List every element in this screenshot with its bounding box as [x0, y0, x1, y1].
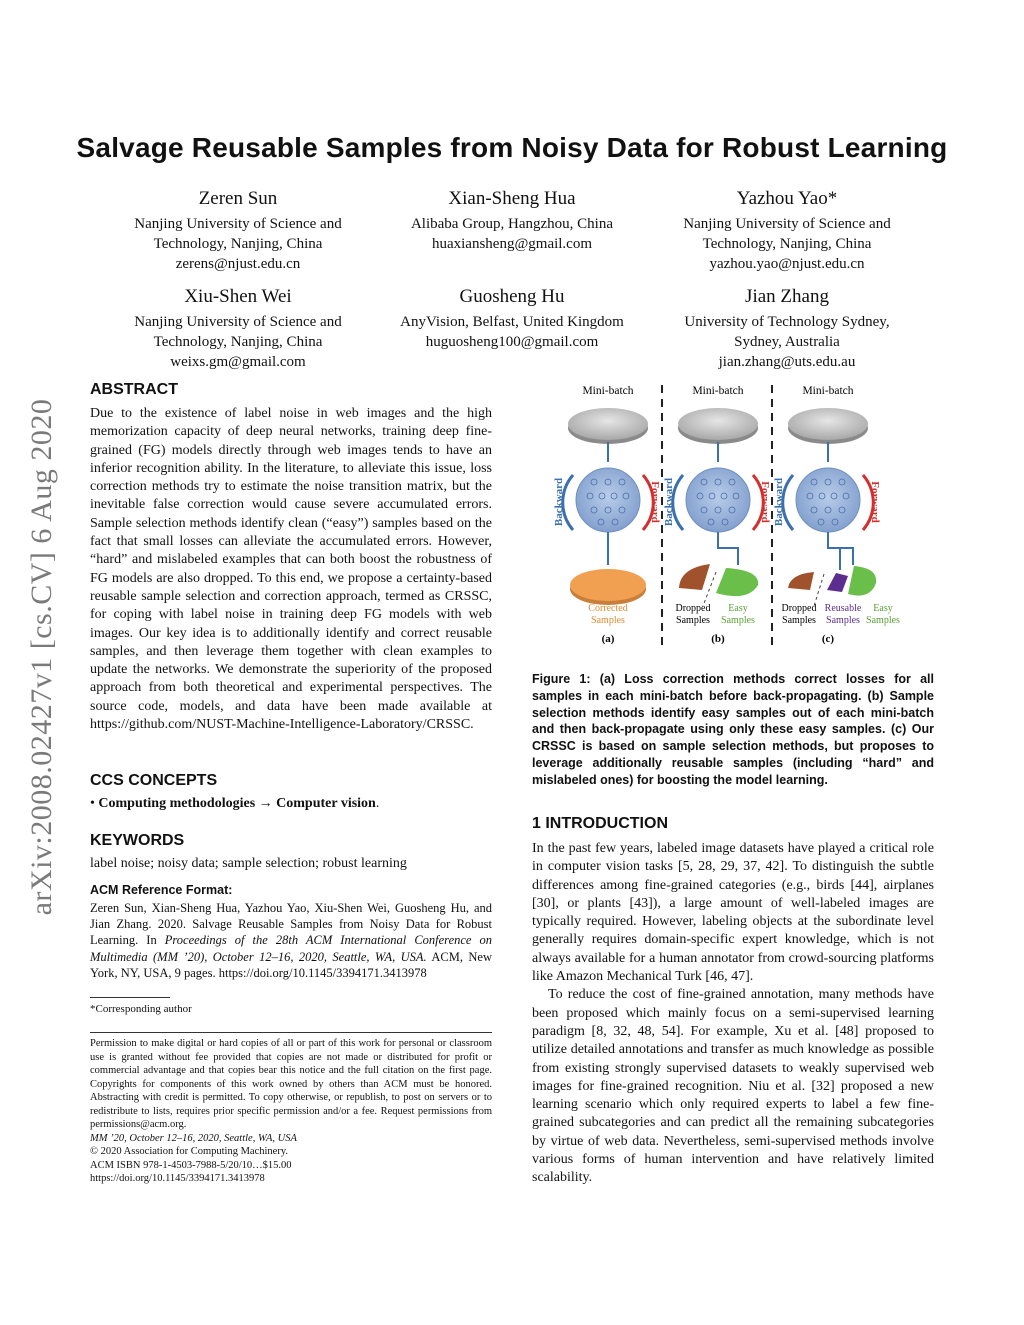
mini-batch-label: Mini-batch — [692, 385, 744, 397]
keywords-heading: KEYWORDS — [90, 832, 185, 849]
author-email: huaxiansheng@gmail.com — [431, 236, 593, 252]
samples-label: Samples — [721, 615, 755, 626]
author-block — [98, 285, 378, 372]
corrected-label: Corrected — [588, 603, 628, 614]
backward-label: Backward — [663, 477, 675, 527]
figure-caption: Figure 1: (a) Loss correction methods correct losses for all samples in each mini-batch before back-propagating. (b) Sample selection methods identify easy samples out of each mini-batch and then back-propagate using only these easy samples. (c) Our CRSSC is based on sample selection methods, but proposes to leverage additionally reusable samples (including “hard” and mislabeled ones) for boosting the model learning. — [532, 672, 934, 787]
author-email: zerens@njust.edu.cn — [175, 256, 301, 272]
mini-batch-disk-icon — [678, 408, 758, 440]
network-icon — [576, 468, 640, 532]
forward-label: Forward — [869, 481, 881, 523]
author-block — [647, 187, 927, 274]
author-affiliation: Nanjing University of Science and — [683, 216, 891, 232]
reusable-samples-wedge — [827, 573, 848, 592]
samples-label: Samples — [826, 615, 860, 626]
corrected-samples-disk — [570, 569, 646, 601]
author-email: jian.zhang@uts.edu.au — [718, 354, 856, 370]
author-affiliation: Technology, Nanjing, China — [153, 334, 323, 350]
panel-label-b: (b) — [711, 633, 725, 645]
forward-label: Forward — [649, 481, 661, 523]
author-block — [372, 187, 652, 254]
network-icon — [686, 468, 750, 532]
easy-samples-wedge — [848, 566, 876, 596]
footnote: *Corresponding author — [90, 1003, 192, 1015]
author-affiliation: Sydney, Australia — [734, 334, 840, 350]
author-affiliation: AnyVision, Belfast, United Kingdom — [400, 314, 624, 330]
doi-line: https://doi.org/10.1145/3394171.3413978 — [90, 1173, 265, 1184]
panel-label-a: (a) — [601, 633, 615, 645]
network-icon — [796, 468, 860, 532]
footnote-rule — [90, 997, 170, 998]
mini-batch-label: Mini-batch — [802, 385, 854, 397]
samples-label: Samples — [591, 615, 625, 626]
author-affiliation: Nanjing University of Science and — [134, 314, 342, 330]
easy-label: Easy — [873, 603, 893, 614]
author-email: huguosheng100@gmail.com — [425, 334, 599, 350]
permission-text: Permission to make digital or hard copies of all or part of this work for personal or classroom use is granted without fee provided that copies are not made or distributed for profit or commercial advantage and that copies bear this notice and the full citation on the first page. Copyrights for components of this work owned by others than ACM must be honored. Abstracting with credit is permitted. To copy otherwise, or republish, to post on servers or to redistribute to lists, requires prior specific permission and/or a fee. Request permissions from permissions@acm.org. — [90, 1038, 492, 1130]
author-email: yazhou.yao@njust.edu.cn — [709, 256, 865, 272]
dropped-label: Dropped — [675, 603, 711, 614]
arrow-icon: → — [258, 796, 273, 811]
ccs-subconcept: Computer vision — [276, 796, 376, 811]
author-affiliation: Nanjing University of Science and — [134, 216, 342, 232]
author-affiliation: Technology, Nanjing, China — [153, 236, 323, 252]
figure-1-diagram — [548, 380, 928, 655]
abstract-heading: ABSTRACT — [90, 381, 178, 398]
author-name: Yazhou Yao* — [736, 188, 838, 209]
reusable-label: Reusable — [824, 603, 862, 614]
bullet: • — [90, 796, 95, 811]
samples-label: Samples — [866, 615, 900, 626]
copyright-line: © 2020 Association for Computing Machinery. — [90, 1146, 289, 1157]
author-block — [372, 285, 652, 352]
samples-label: Samples — [782, 615, 816, 626]
author-affiliation: Technology, Nanjing, China — [702, 236, 872, 252]
dropped-samples-wedge — [788, 572, 814, 590]
venue-line: MM ’20, October 12–16, 2020, Seattle, WA, USA — [90, 1132, 297, 1144]
author-affiliation: Alibaba Group, Hangzhou, China — [410, 216, 614, 232]
permission-block — [90, 1037, 492, 1186]
introduction-heading: 1 INTRODUCTION — [532, 815, 668, 832]
drop-line — [814, 574, 824, 606]
introduction-body — [532, 840, 934, 1188]
author-name: Xian-Sheng Hua — [448, 188, 576, 209]
author-name: Guosheng Hu — [459, 286, 565, 307]
intro-paragraph: In the past few years, labeled image datasets have played a critical role in computer vision tasks [5, 28, 29, 37, 42]. To distinguish the subtle differences among fine-grained categories (e.g., birds [44], airplanes [30], or plants [43]), a large amount of well-labeled images are typically required. However, labeling objects at the subordinate level generally requires domain-specific expert knowledge, which is not always available for a human annotator from crowd-sourcing platforms like Amazon Mechanical Turk [46, 47]. — [532, 841, 934, 985]
intro-paragraph: To reduce the cost of fine-grained annotation, many methods have been proposed which mainly focus on a semi-supervised learning paradigm [8, 32, 48, 54]. For example, Xu et al. [48] proposed to utilize detailed annotations and transfer as much knowledge as possible from existing strongly supervised datasets to weakly supervised web images for fine-grained recognition. Niu et al. [32] proposed a new learning scenario which only required experts to label a few fine-grained subcategories and can predict all the remaining subcategories by virtue of web data. Nevertheless, semi-supervised methods involve various forms of human intervention and have relatively limited scalability. — [532, 987, 934, 1186]
easy-samples-wedge — [716, 568, 758, 596]
connector-line — [718, 532, 738, 565]
mini-batch-disk-icon — [568, 408, 648, 440]
abstract-text: Due to the existence of label noise in web images and the high memorization capacity of deep neural networks, training deep fine-grained (FG) models directly through web images tends to have an inferior recognition ability. In the literature, to alleviate this issue, loss correction methods try to estimate the noise transition matrix, but the inevitable false correction would cause severe accumulated errors. Sample selection methods identify clean (“easy”) samples based on the fact that small losses can alleviate the accumulated errors. However, “hard” and mislabeled examples that can both boost the robustness of FG models are also dropped. To this end, we propose a certainty-based reusable sample selection and correction approach, termed as CRSSC, for coping with label noise in training deep FG models with web images. Our key idea is to additionally identify and correct reusable samples, and then leverage them together with clean examples to update the networks. We demonstrate the superiority of the proposed approach from both theoretical and experimental perspectives. The source code, models, and data have been made available at https://github.com/NUST-Machine-Intelligence-Laboratory/CRSSC. — [90, 406, 492, 733]
samples-label: Samples — [676, 615, 710, 626]
permission-rule — [90, 1032, 492, 1033]
panel-label-c: (c) — [821, 633, 835, 645]
author-name: Zeren Sun — [198, 188, 278, 209]
mini-batch-label: Mini-batch — [582, 385, 634, 397]
backward-label: Backward — [773, 477, 785, 527]
keywords-text: label noise; noisy data; sample selection; robust learning — [90, 856, 407, 871]
author-name: Jian Zhang — [745, 286, 829, 307]
mini-batch-disk-icon — [788, 408, 868, 440]
forward-label: Forward — [759, 481, 771, 523]
author-name: Xiu-Shen Wei — [184, 286, 292, 307]
easy-label: Easy — [728, 603, 748, 614]
connector-line — [828, 548, 840, 570]
dropped-samples-wedge — [679, 564, 710, 590]
acm-reference-heading: ACM Reference Format: — [90, 883, 233, 897]
author-block — [647, 285, 927, 372]
ccs-heading: CCS CONCEPTS — [90, 772, 218, 789]
dropped-label: Dropped — [781, 603, 817, 614]
panel-b — [663, 385, 771, 645]
isbn-line: ACM ISBN 978-1-4503-7988-5/20/10…$15.00 — [90, 1159, 292, 1171]
ccs-concepts-line: • Computing methodologies → Computer vision. — [90, 796, 380, 811]
author-affiliation: University of Technology Sydney, — [684, 314, 890, 330]
paper-title: Salvage Reusable Samples from Noisy Data for Robust Learning — [76, 132, 948, 163]
arxiv-identifier: arXiv:2008.02427v1 [cs.CV] 6 Aug 2020 — [25, 398, 58, 916]
author-block — [98, 187, 378, 274]
panel-a — [553, 385, 661, 645]
backward-label: Backward — [553, 477, 565, 527]
author-email: weixs.gm@gmail.com — [170, 354, 306, 370]
ccs-concept: Computing methodologies — [98, 796, 256, 811]
acm-reference-text: Zeren Sun, Xian-Sheng Hua, Yazhou Yao, Xiu-Shen Wei, Guosheng Hu, and Jian Zhang. 2020. Salvage Reusable Samples from Noisy Data for Robust Learning. In Proceedings of the 28th ACM International Conference on Multimedia (MM ’20), October 12–16, 2020, Seattle, WA, USA. ACM, New York, NY, USA, 9 pages. https://doi.org/10.1145/3394171.3413978 — [90, 901, 493, 980]
panel-c — [773, 385, 900, 645]
